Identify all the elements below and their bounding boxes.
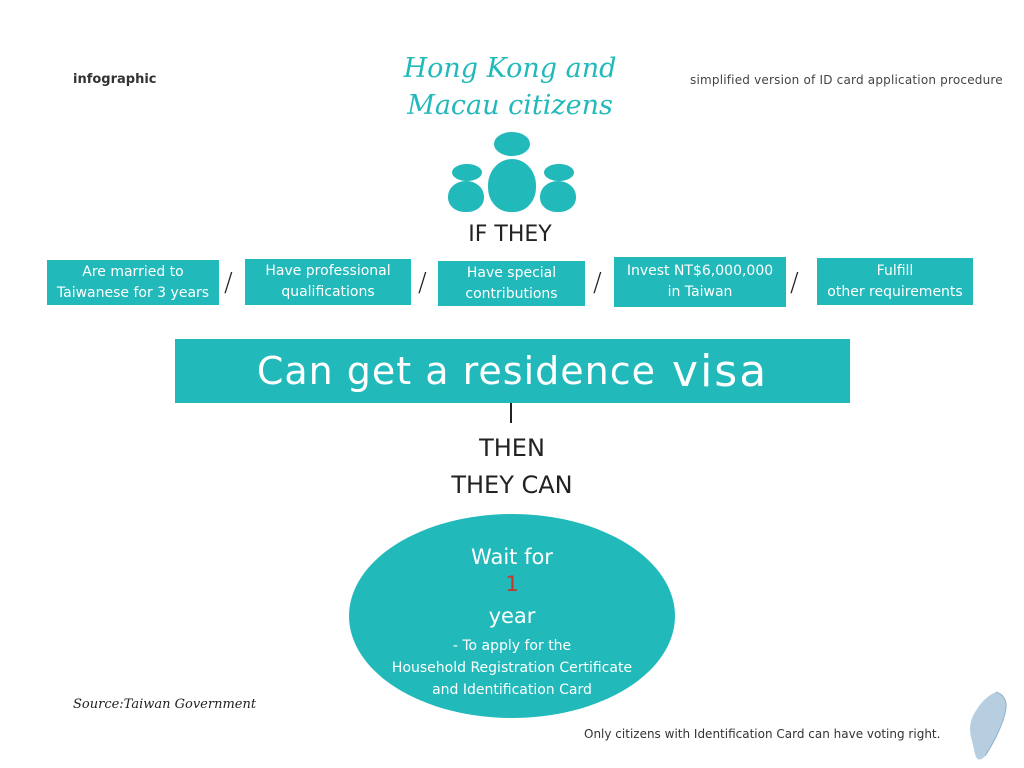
voting-footnote: Only citizens with Identification Card can have voting right. (584, 727, 941, 741)
purpose-line: - To apply for the (452, 638, 572, 654)
condition-text: Are married to (82, 263, 184, 280)
condition-text: qualifications (281, 284, 375, 300)
visa-text: Can get a residence (256, 349, 657, 393)
then-line-2: THEY CAN (451, 471, 573, 499)
then-line-1: THEN (479, 434, 545, 462)
procedure-description: simplified version of ID card application procedure (690, 73, 1003, 87)
condition-other (817, 258, 973, 305)
visa-emphasis: visa (672, 345, 769, 397)
taiwan-map-icon (966, 690, 1010, 762)
then-heading (430, 430, 594, 504)
wait-years: 1 (505, 572, 519, 596)
wait-label: Wait for (471, 545, 553, 569)
condition-text: Have special (466, 264, 557, 281)
separator: / (593, 268, 602, 298)
infographic-label: infographic (73, 72, 157, 87)
source-citation: Source:Taiwan Government (73, 697, 257, 712)
condition-investment (614, 257, 786, 307)
condition-text: contributions (465, 285, 558, 302)
page-title (340, 50, 680, 124)
wait-unit: year (488, 604, 536, 628)
title-line-1: Hong Kong and (403, 53, 617, 84)
title-line-2: Macau citizens (407, 90, 613, 121)
separator: / (224, 268, 233, 298)
condition-text: Fulfill (876, 262, 914, 279)
people-icon (446, 132, 578, 212)
separator: / (418, 268, 427, 298)
separator: / (790, 268, 799, 298)
outcome-bubble (349, 514, 675, 718)
purpose-line: and Identification Card (432, 682, 592, 698)
condition-professional (245, 259, 411, 305)
condition-text: Have professional (265, 263, 391, 279)
condition-heading: IF THEY (468, 222, 552, 247)
outcome-purpose (359, 635, 665, 701)
connector-line (510, 403, 512, 423)
residence-visa-banner (175, 339, 850, 403)
condition-contributions (438, 261, 585, 306)
condition-text: Taiwanese for 3 years (56, 284, 210, 301)
condition-text: Invest NT$6,000,000 (626, 263, 774, 279)
purpose-line: Household Registration Certificate (391, 660, 633, 676)
condition-married (47, 260, 219, 305)
condition-text: in Taiwan (667, 284, 733, 300)
condition-text: other requirements (827, 283, 963, 300)
